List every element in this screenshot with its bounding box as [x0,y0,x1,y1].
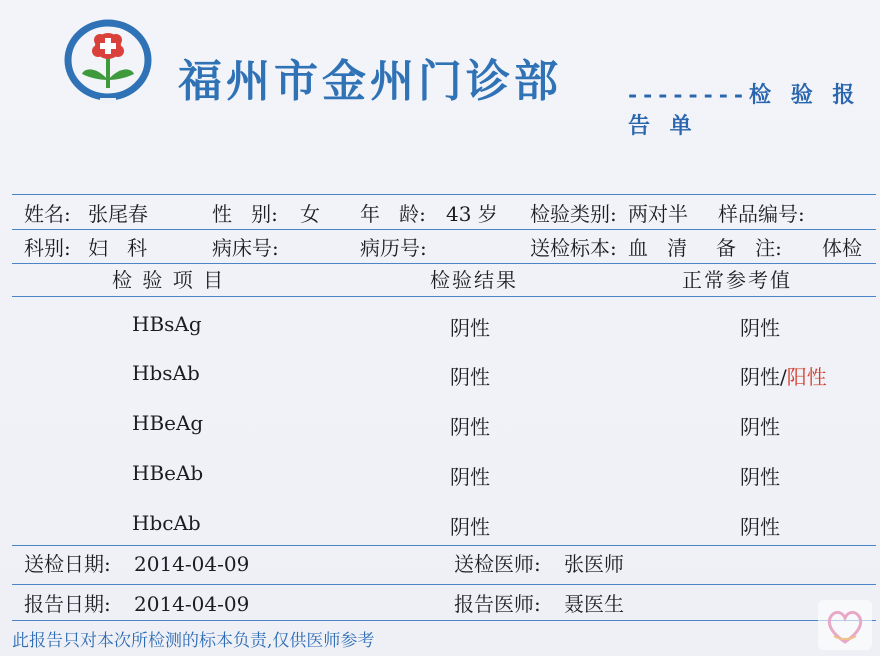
test-result: 阴性 [450,316,490,340]
send-date-value: 2014-04-09 [134,552,250,576]
test-item: HbsAb [132,361,200,385]
patient-gender: 女 [300,202,320,226]
test-type-label: 检验类别: [530,202,617,226]
test-type-value: 两对半 [628,202,688,226]
report-doctor-value: 聂医生 [564,592,624,616]
column-header-item: 检 验 项 目 [112,268,226,292]
clinic-name: 福州市金州门诊部 [178,56,562,107]
divider [12,229,876,230]
patient-name: 张尾春 [88,202,148,226]
divider [12,194,876,195]
name-label: 姓名: [24,202,71,226]
test-result: 阴性 [450,465,490,489]
reference-value: 阴性 [740,415,780,439]
dept-value: 妇 科 [88,236,148,260]
corner-watermark [818,600,872,650]
divider [12,545,876,546]
reference-value: 阴性 [740,316,780,340]
test-item: HBeAg [132,411,204,435]
dept-label: 科别: [24,236,71,260]
test-result: 阴性 [450,365,490,389]
report-date-label: 报告日期: [24,592,111,616]
reference-positive: 阳性 [786,365,827,389]
document-type: --------检 验 报 告 单 [628,82,861,139]
remark-label: 备 注: [716,236,782,260]
column-header-reference: 正常参考值 [682,268,792,292]
remark-value: 体检 [822,236,862,260]
reference-value: 阴性 [740,515,780,539]
reference-value [740,361,827,390]
record-label: 病历号: [360,236,427,260]
column-header-result: 检验结果 [430,268,518,292]
sample-no-label: 样品编号: [718,202,805,226]
bed-label: 病床号: [212,236,279,260]
test-item: HBeAb [132,461,204,485]
age-label: 年 龄: [360,202,426,226]
reference-value: 阴性 [740,465,780,489]
test-item: HBsAg [132,312,202,336]
divider [12,263,876,264]
divider [12,620,876,621]
reference-negative: 阴性/ [740,365,787,389]
heart-icon [818,600,872,650]
gender-label: 性 别: [212,202,278,226]
test-result: 阴性 [450,415,490,439]
specimen-value: 血 清 [628,236,688,260]
report-doctor-label: 报告医师: [454,592,541,616]
patient-age: 43 岁 [446,202,498,226]
test-item: HbcAb [132,511,201,535]
send-date-label: 送检日期: [24,552,111,576]
specimen-label: 送检标本: [530,236,617,260]
disclaimer: 此报告只对本次所检测的标本负责,仅供医师参考 [12,631,375,651]
divider [12,296,876,297]
clinic-logo [60,18,156,104]
send-doctor-value: 张医师 [564,552,624,576]
divider [12,584,876,585]
test-result: 阴性 [450,515,490,539]
report-date-value: 2014-04-09 [134,592,250,616]
send-doctor-label: 送检医师: [454,552,541,576]
